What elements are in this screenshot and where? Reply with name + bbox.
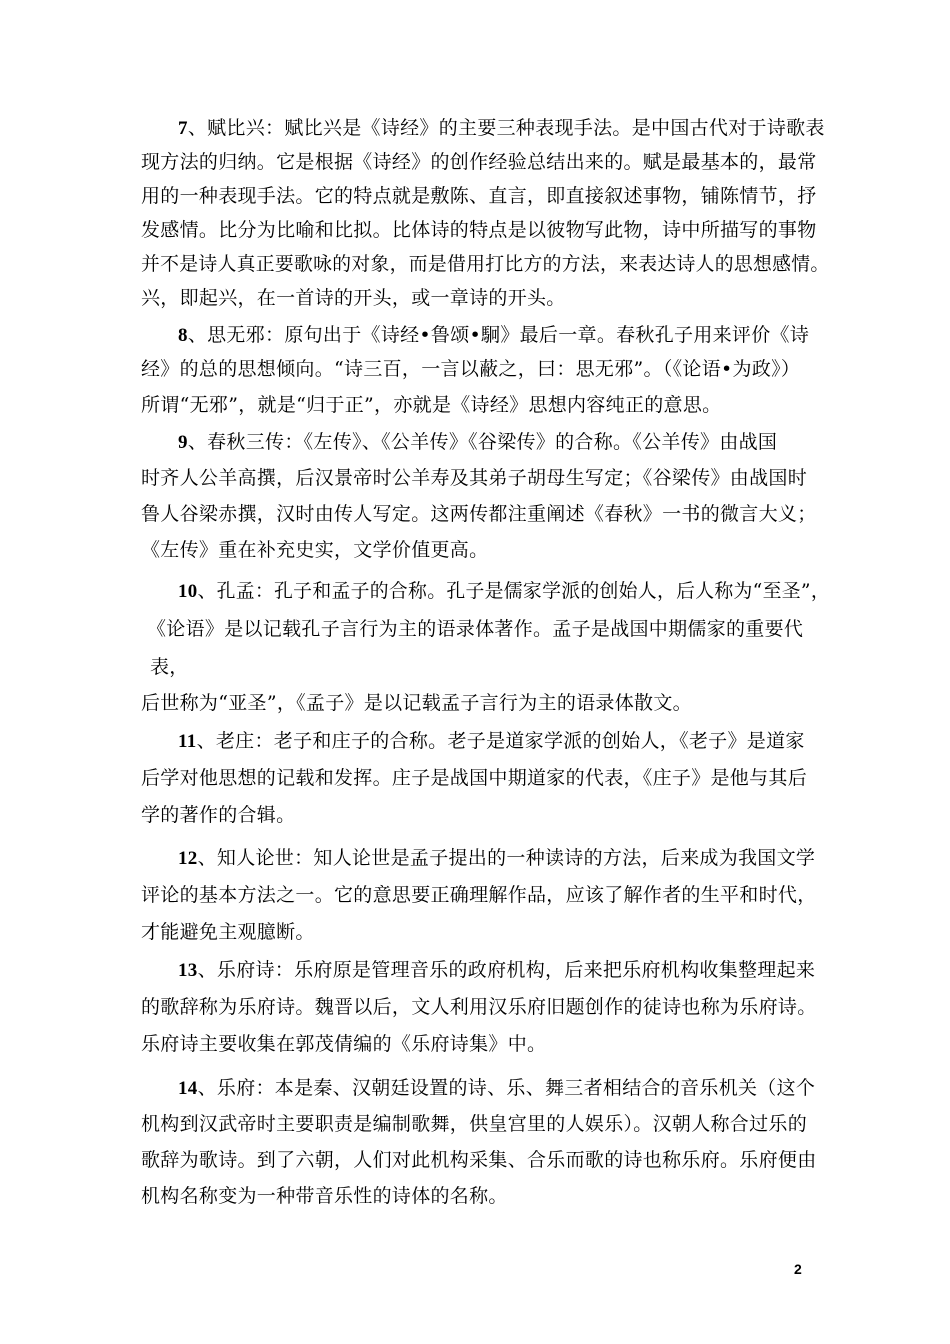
entry-10-line-1: 10、孔孟：孔子和孟子的合称。孔子是儒家学派的创始人，后人称为“至圣”， <box>178 580 830 602</box>
entry-14-line-2: 机构到汉武帝时主要职责是编制歌舞，供皇宫里的人娱乐）。汉朝人称合过乐的 <box>141 1113 808 1135</box>
entry-14-line-4: 机构名称变为一种带音乐性的诗体的名称。 <box>141 1185 508 1207</box>
entry-7-line-6: 兴，即起兴，在一首诗的开头，或一章诗的开头。 <box>141 287 566 309</box>
entry-12-line-2: 评论的基本方法之一。它的意思要正确理解作品，应该了解作者的生平和时代， <box>141 884 817 906</box>
entry-10-line-3: 表， <box>150 656 189 678</box>
page-number: 2 <box>794 1261 802 1277</box>
entry-8-line-3: 所谓“无邪”，就是“归于正”，亦就是《诗经》思想内容纯正的意思。 <box>141 394 722 416</box>
entry-14-line-3: 歌辞为歌诗。到了六朝，人们对此机构采集、合乐而歌的诗也称乐府。乐府便由 <box>141 1149 817 1171</box>
entry-number: 10 <box>178 581 198 602</box>
entry-number: 9 <box>178 432 188 453</box>
entry-7-line-5: 并不是诗人真正要歌咏的对象，而是借用打比方的方法，来表达诗人的思想感情。 <box>141 253 830 275</box>
entry-number: 13 <box>178 960 198 981</box>
entry-12-line-3: 才能避免主观臆断。 <box>141 921 315 943</box>
entry-number: 11 <box>178 731 197 752</box>
entry-11-line-1: 11、老庄：老子和庄子的合称。老子是道家学派的创始人，《老子》是道家 <box>178 730 805 752</box>
entry-13-line-1: 13、乐府诗：乐府原是管理音乐的政府机构，后来把乐府机构收集整理起来 <box>178 959 816 981</box>
entry-11-line-3: 学的著作的合辑。 <box>141 804 296 826</box>
entry-8-line-1: 8、思无邪：原句出于《诗经•鲁颂•駉》最后一章。春秋孔子用来评价《诗 <box>178 324 810 346</box>
entry-9-line-3: 鲁人谷梁赤撰，汉时由传人写定。这两传都注重阐述《春秋》一书的微言大义； <box>141 503 817 525</box>
entry-7-line-2: 现方法的归纳。它是根据《诗经》的创作经验总结出来的。赋是最基本的，最常 <box>141 151 817 173</box>
entry-number: 7 <box>178 118 188 139</box>
entry-8-line-2: 经》的总的思想倾向。“诗三百，一言以蔽之，曰：思无邪”。（《论语•为政》） <box>141 358 801 380</box>
entry-11-line-2: 后学对他思想的记载和发挥。庄子是战国中期道家的代表，《庄子》是他与其后 <box>141 767 808 789</box>
entry-13-line-2: 的歌辞称为乐府诗。魏晋以后，文人利用汉乐府旧题创作的徒诗也称为乐府诗。 <box>141 996 817 1018</box>
entry-13-line-3: 乐府诗主要收集在郭茂倩编的《乐府诗集》中。 <box>141 1033 547 1055</box>
entry-7-line-1: 7、赋比兴：赋比兴是《诗经》的主要三种表现手法。是中国古代对于诗歌表 <box>178 117 825 139</box>
entry-10-line-4: 后世称为“亚圣”，《孟子》是以记载孟子言行为主的语录体散文。 <box>141 692 692 714</box>
entry-9-line-2: 时齐人公羊高撰，后汉景帝时公羊寿及其弟子胡母生写定；《谷梁传》由战国时 <box>141 467 808 489</box>
entry-7-line-3: 用的一种表现手法。它的特点就是敷陈、直言，即直接叙述事物，铺陈情节，抒 <box>141 185 817 207</box>
entry-9-line-1: 9、春秋三传：《左传》、《公羊传》《谷梁传》的合称。《公羊传》由战国 <box>178 431 778 453</box>
entry-number: 14 <box>178 1078 198 1099</box>
entry-number: 8 <box>178 325 188 346</box>
entry-7-line-4: 发感情。比分为比喻和比拟。比体诗的特点是以彼物写此物，诗中所描写的事物 <box>141 219 817 241</box>
entry-14-line-1: 14、乐府：本是秦、汉朝廷设置的诗、乐、舞三者相结合的音乐机关（这个 <box>178 1077 816 1099</box>
entry-9-line-4: 《左传》重在补充史实，文学价值更高。 <box>141 539 489 561</box>
entry-number: 12 <box>178 848 198 869</box>
entry-10-line-2: 《论语》是以记载孔子言行为主的语录体著作。孟子是战国中期儒家的重要代 <box>147 618 804 640</box>
entry-12-line-1: 12、知人论世：知人论世是孟子提出的一种读诗的方法，后来成为我国文学 <box>178 847 816 869</box>
